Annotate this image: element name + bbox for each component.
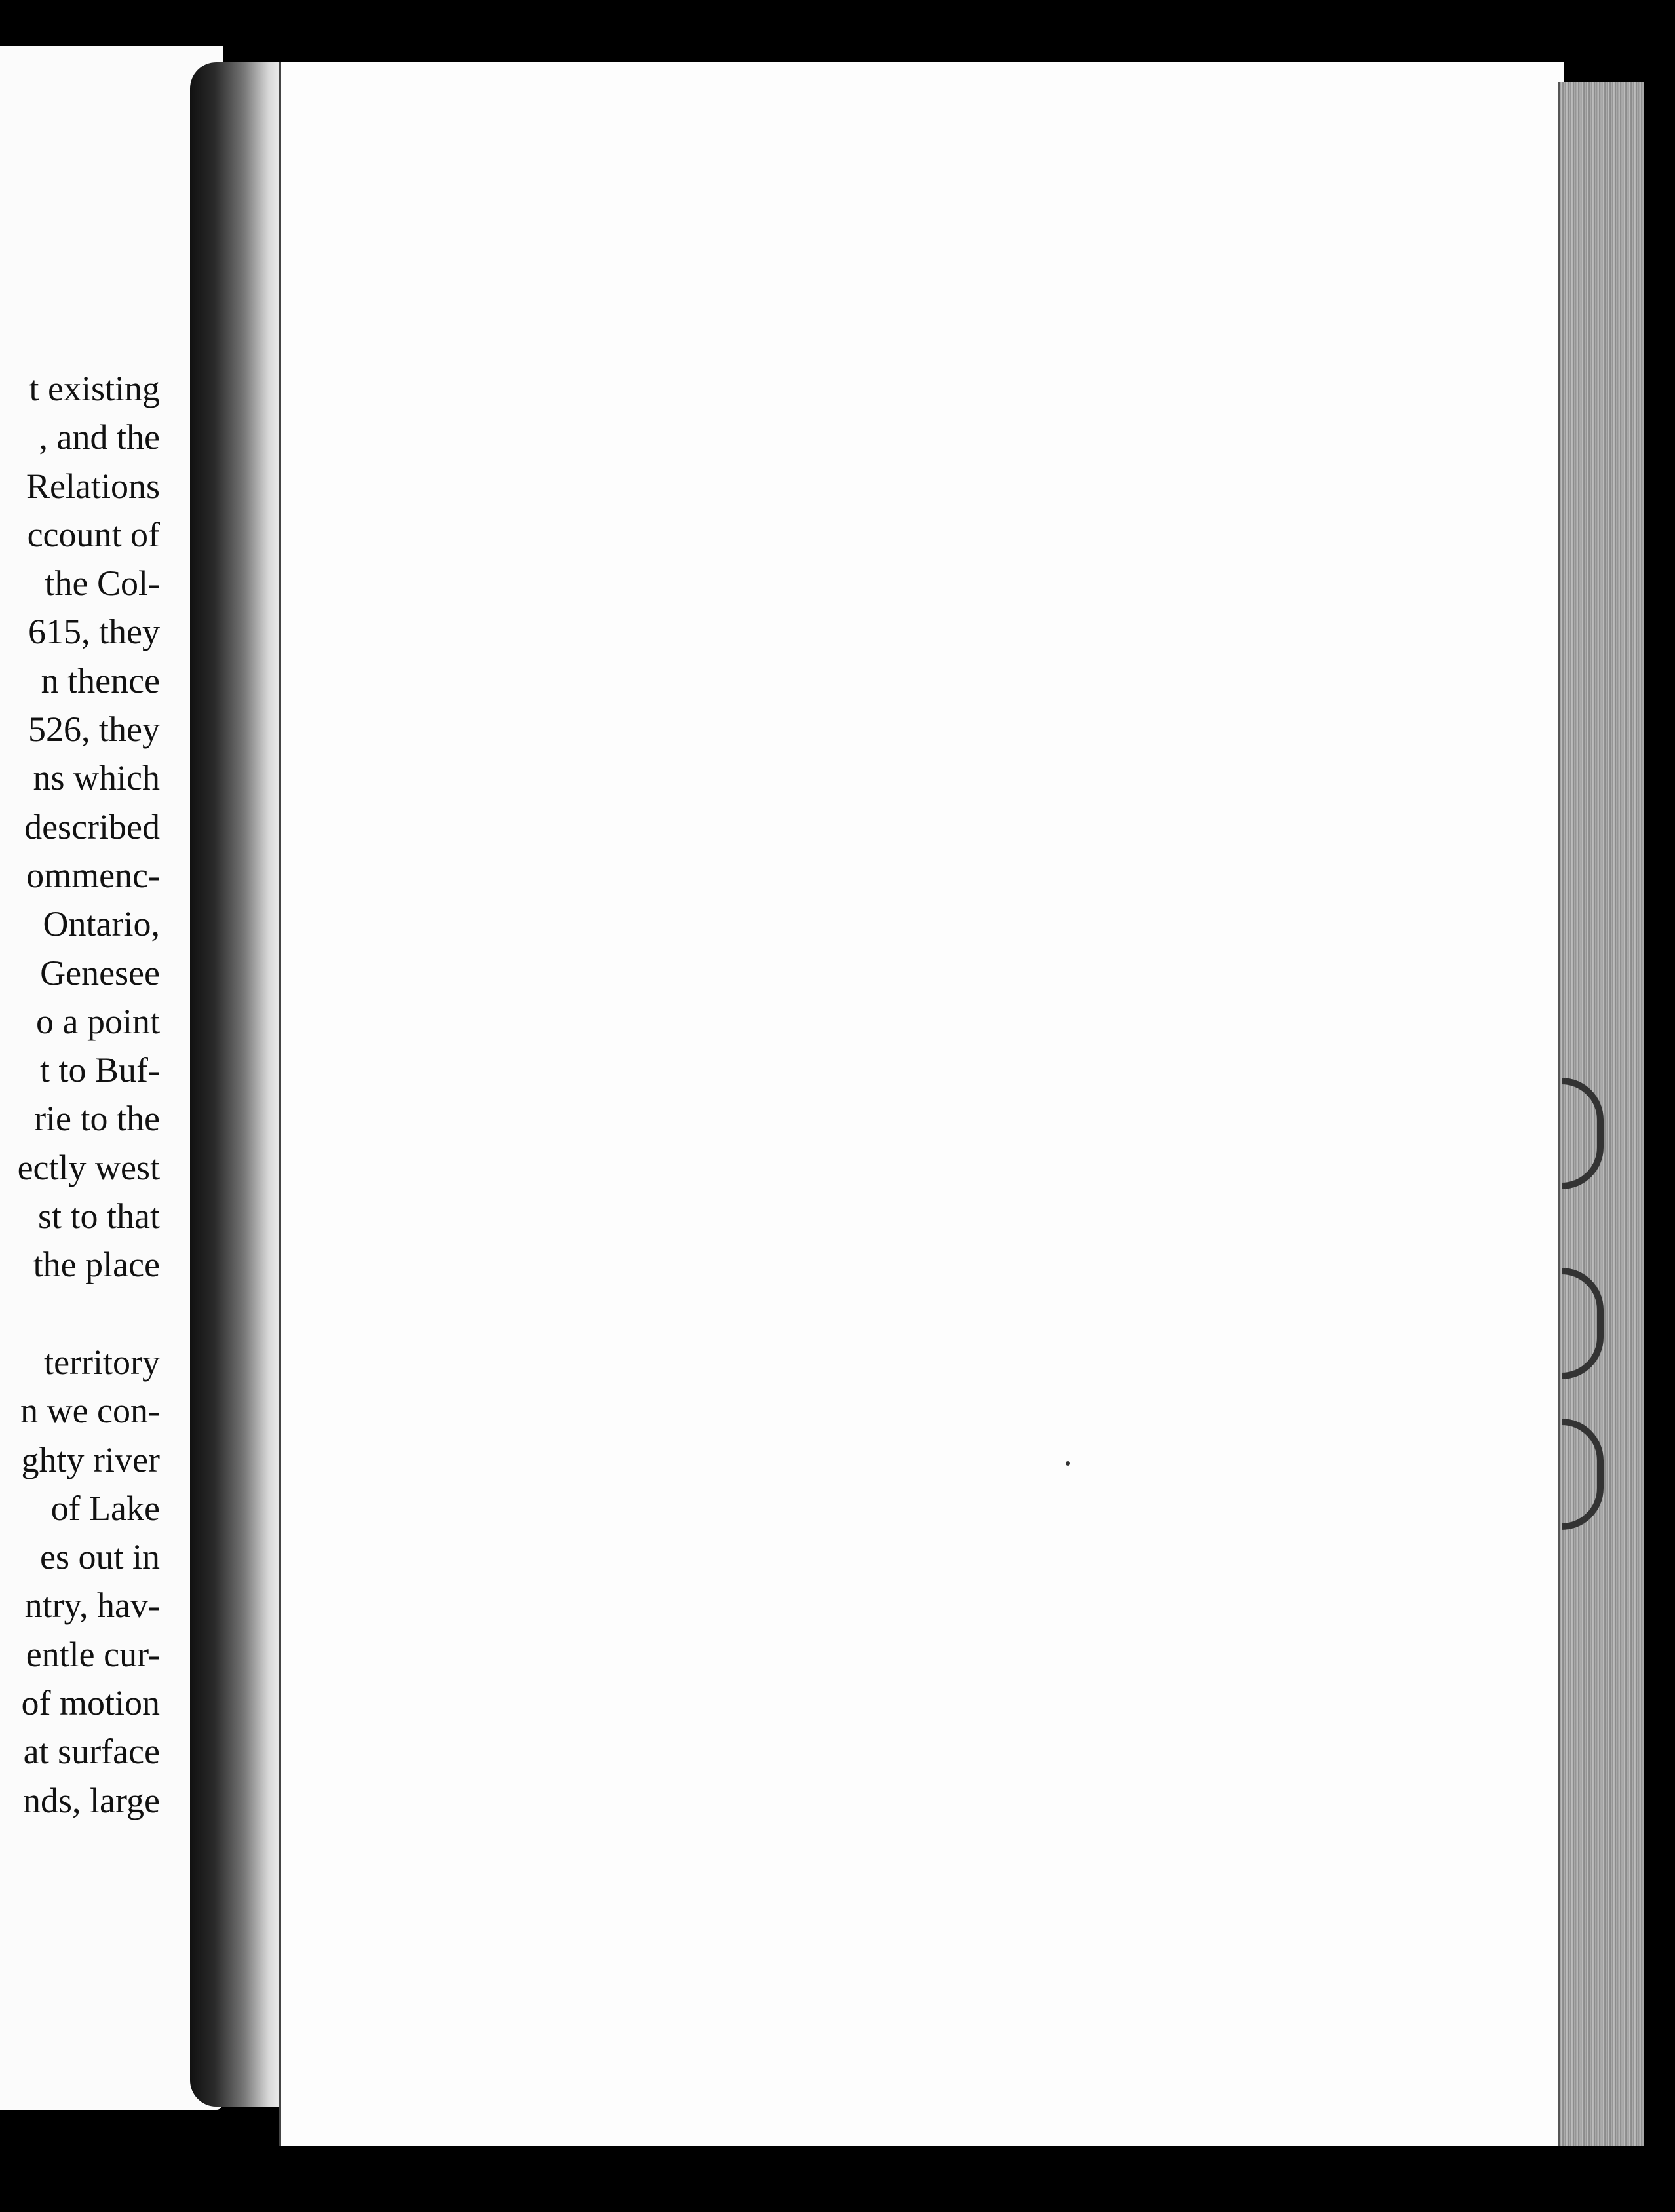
- text-line: n thence: [41, 660, 160, 700]
- text-line: ommenc-: [26, 855, 160, 895]
- text-line: of motion: [21, 1683, 160, 1723]
- thumb-index-mark: [1562, 1078, 1604, 1189]
- text-line: ns which: [33, 758, 160, 798]
- text-line: n we con-: [20, 1391, 160, 1431]
- text-line: , and the: [39, 417, 160, 457]
- text-line: ghty river: [21, 1440, 160, 1479]
- thumb-index-mark: [1562, 1419, 1604, 1530]
- text-line: es out in: [40, 1537, 160, 1577]
- book-gutter-shadow: [190, 62, 288, 2107]
- text-line: ectly west: [17, 1147, 160, 1187]
- text-line: 615, they: [28, 612, 160, 652]
- text-line: rie to the: [34, 1099, 160, 1139]
- left-page: [0, 46, 223, 2110]
- text-line: territory: [44, 1342, 160, 1382]
- text-line: st to that: [38, 1196, 160, 1236]
- thumb-index-mark: [1562, 1268, 1604, 1379]
- page-edges: [1558, 82, 1644, 2146]
- text-line: ccount of: [27, 514, 160, 554]
- text-line: t to Buf-: [40, 1050, 160, 1090]
- text-line: the place: [33, 1245, 160, 1285]
- text-line: Ontario,: [43, 904, 160, 944]
- text-line: entle cur-: [26, 1634, 160, 1674]
- text-line: of Lake: [50, 1488, 160, 1528]
- text-line: t existing: [29, 369, 160, 408]
- text-line: Relations: [26, 466, 160, 506]
- text-line: Genesee: [40, 953, 160, 993]
- text-line: o a point: [36, 1001, 160, 1041]
- text-line: ntry, hav-: [24, 1586, 160, 1626]
- dust-speck: [1066, 1461, 1070, 1466]
- paragraph-gap: [0, 1289, 160, 1338]
- text-line: the Col-: [45, 563, 160, 603]
- text-line: described: [24, 807, 160, 847]
- text-line: at surface: [23, 1732, 160, 1772]
- text-line: 526, they: [28, 710, 160, 750]
- right-page-blank: [279, 62, 1564, 2146]
- text-line: nds, large: [23, 1780, 160, 1820]
- left-page-text: [0, 364, 160, 1825]
